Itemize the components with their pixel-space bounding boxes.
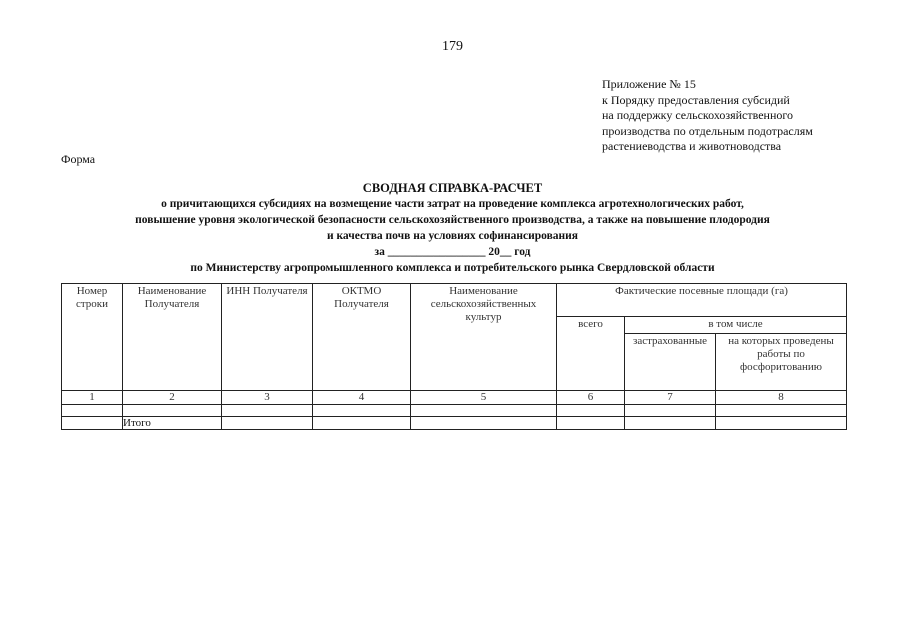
table-cell (313, 405, 411, 417)
appendix-line: к Порядку предоставления субсидий (602, 92, 790, 107)
empty-data-row (62, 405, 847, 417)
total-label: Итого (123, 417, 222, 430)
form-label: Форма (61, 152, 96, 166)
subtitle-line: о причитающихся субсидиях на возмещение части затрат на проведение комплекса агротехнологических работ, (161, 198, 744, 210)
header-sown-area: Фактические посевные площади (га) (557, 284, 847, 317)
table-cell (625, 417, 716, 430)
document-heading (0, 180, 905, 276)
appendix-line: растениеводства и животноводства (602, 139, 782, 153)
table-cell (62, 405, 123, 417)
subsidy-table (61, 283, 847, 430)
column-number: 7 (625, 391, 716, 405)
table-cell (557, 405, 625, 417)
column-number-row (62, 391, 847, 405)
column-number: 4 (313, 391, 411, 405)
header-phosphorite: на которых проведены работы по фосфоритованию (716, 334, 847, 391)
table-cell (222, 405, 313, 417)
subtitle-line: повышение уровня экологической безопасности сельскохозяйственного производства, а также на повышение плодородия (135, 214, 770, 226)
header-oktmo: ОКТМО Получателя (313, 284, 411, 391)
header-recipient-name: Наименование Получателя (123, 284, 222, 391)
appendix-note (602, 77, 892, 155)
appendix-line: производства по отдельным подотраслям (602, 123, 813, 138)
table-cell (62, 417, 123, 430)
table-cell (123, 405, 222, 417)
document-title: СВОДНАЯ СПРАВКА-РАСЧЕТ (362, 181, 543, 195)
column-number: 3 (222, 391, 313, 405)
subtitle-line: и качества почв на условиях софинансирования (326, 230, 579, 242)
header-inn: ИНН Получателя (222, 284, 313, 391)
header-total: всего (557, 317, 625, 391)
appendix-line: на поддержку сельскохозяйственного (602, 108, 794, 122)
header-row-number: Номер строки (62, 284, 123, 391)
table-cell (411, 405, 557, 417)
table-cell (313, 417, 411, 430)
table-cell (716, 417, 847, 430)
header-including: в том числе (625, 317, 847, 334)
table-cell (557, 417, 625, 430)
ministry-line: по Министерству агропромышленного комплекса и потребительского рынка Свердловской области (190, 262, 715, 274)
column-number: 8 (716, 391, 847, 405)
column-number: 6 (557, 391, 625, 405)
column-number: 1 (62, 391, 123, 405)
table-cell (625, 405, 716, 417)
period-line: за _________________ 20__ год (374, 246, 531, 258)
header-insured: застрахованные (625, 334, 716, 391)
header-crop-name: Наименование сельскохозяйственных культур (411, 284, 557, 391)
table-cell (716, 405, 847, 417)
table-cell (411, 417, 557, 430)
appendix-line: Приложение № 15 (602, 77, 696, 91)
page-number: 179 (442, 39, 463, 54)
column-number: 2 (123, 391, 222, 405)
table-cell (222, 417, 313, 430)
total-row (62, 417, 847, 430)
column-number: 5 (411, 391, 557, 405)
